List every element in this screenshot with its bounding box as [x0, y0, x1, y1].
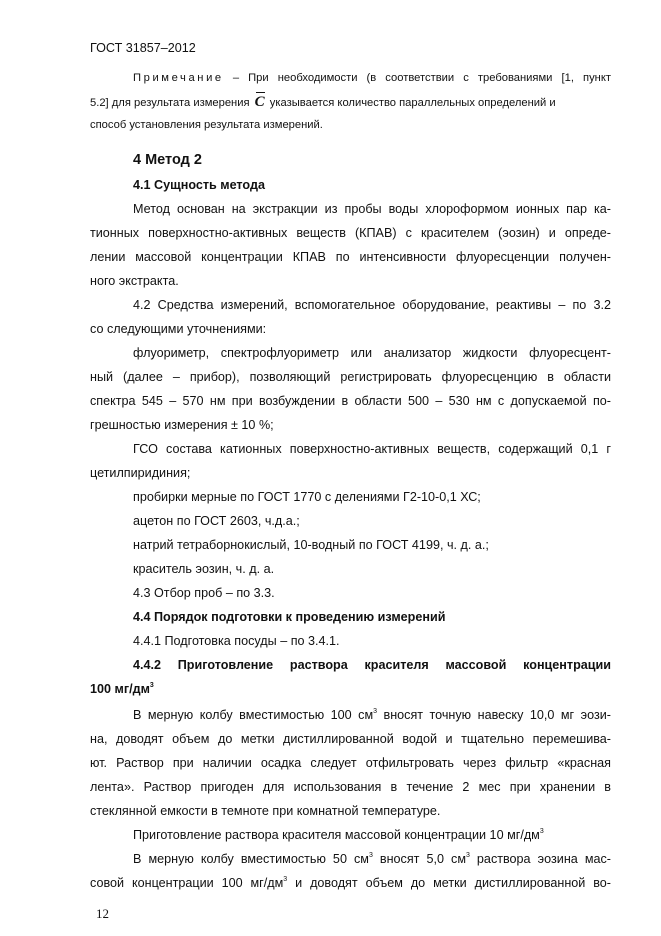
subsection-4-4-2-title: 4.4.2 Приготовление раствора красителя массовой концентрации	[133, 658, 611, 672]
note-line-1: Примечание – При необходимости (в соответствии с требованиями [1, пункт	[133, 72, 611, 84]
page-number: 12	[96, 906, 109, 921]
paragraph-line: ют. Раствор при наличии осадка следует отфильтровать через фильтр «красная	[90, 756, 611, 770]
paragraph-line: флуориметр, спектрофлуориметр или анализатор жидкости флуоресцент-	[133, 346, 611, 360]
paragraph-line: со следующими уточнениями:	[90, 322, 267, 336]
paragraph-line: спектра 545 – 570 нм при возбуждении в области 500 – 530 нм с допускаемой по-	[90, 394, 611, 408]
paragraph-line: стеклянной емкости в темноте при комнатной температуре.	[90, 804, 441, 818]
paragraph-line: совой концентрации 100 $мг/дм^3$ и доводят объем до метки дистиллированной во-	[90, 875, 611, 890]
paragraph-line: В мерную колбу вместимостью 50 $см^3$ вносят 5,0 $см^3$ раствора эозина мас-	[133, 851, 612, 866]
list-item: краситель эозин, ч. д. а.	[133, 562, 275, 576]
paragraph-line: цетилпиридиния;	[90, 466, 191, 480]
paragraph-line: ГСО состава катионных поверхностно-активных веществ, содержащий 0,1 г	[133, 442, 611, 456]
section-title: 4 Метод 2	[133, 152, 202, 168]
paragraph-line: 4.2 Средства измерений, вспомогательное оборудование, реактивы – по 3.2	[133, 298, 611, 312]
result-symbol: C	[254, 94, 265, 110]
subsection-4-4-title: 4.4 Порядок подготовки к проведению измерений	[133, 610, 446, 624]
paragraph-line: лента». Раствор пригоден для использования в течение 2 мес при хранении в	[90, 780, 611, 794]
note-line-3: способ установления результата измерений.	[90, 119, 323, 131]
list-item: натрий тетраборнокислый, 10-водный по ГОСТ 4199, ч. д. а.;	[133, 538, 489, 552]
paragraph-line: лении массовой концентрации КПАВ по интенсивности флуоресценции получен-	[90, 250, 611, 264]
subsection-4-4-1: 4.4.1 Подготовка посуды – по 3.4.1.	[133, 634, 340, 648]
note-line-2: 5.2] для результата измерения C указывается количество параллельных определений и	[90, 94, 556, 110]
subsection-4-1-title: 4.1 Сущность метода	[133, 178, 265, 192]
note-label: Примечание	[133, 72, 224, 84]
paragraph-line: ного экстракта.	[90, 274, 179, 288]
paragraph-line: Приготовление раствора красителя массовой концентрации 10 $мг/дм^3$	[133, 827, 544, 842]
subsection-4-4-2-title-cont: 100 $мг/дм^3$	[90, 681, 154, 696]
list-item: пробирки мерные по ГОСТ 1770 с делениями Г2-10-0,1 ХС;	[133, 490, 481, 504]
paragraph-line: Метод основан на экстракции из пробы воды хлороформом ионных пар ка-	[133, 202, 611, 216]
document-code: ГОСТ 31857–2012	[90, 41, 196, 55]
paragraph-line: на, доводят объем до метки дистиллированной водой и тщательно перемешива-	[90, 732, 611, 746]
list-item: ацетон по ГОСТ 2603, ч.д.а.;	[133, 514, 300, 528]
paragraph-line: ный (далее – прибор), позволяющий регистрировать флуоресценцию в области	[90, 370, 611, 384]
paragraph-line: грешностью измерения ± 10 %;	[90, 418, 274, 432]
paragraph-line: В мерную колбу вместимостью 100 $см^3$ вносят точную навеску 10,0 мг эози-	[133, 707, 611, 722]
subsection-4-3: 4.3 Отбор проб – по 3.3.	[133, 586, 275, 600]
paragraph-line: тионных поверхностно-активных веществ (КПАВ) с красителем (эозин) и опреде-	[90, 226, 611, 240]
